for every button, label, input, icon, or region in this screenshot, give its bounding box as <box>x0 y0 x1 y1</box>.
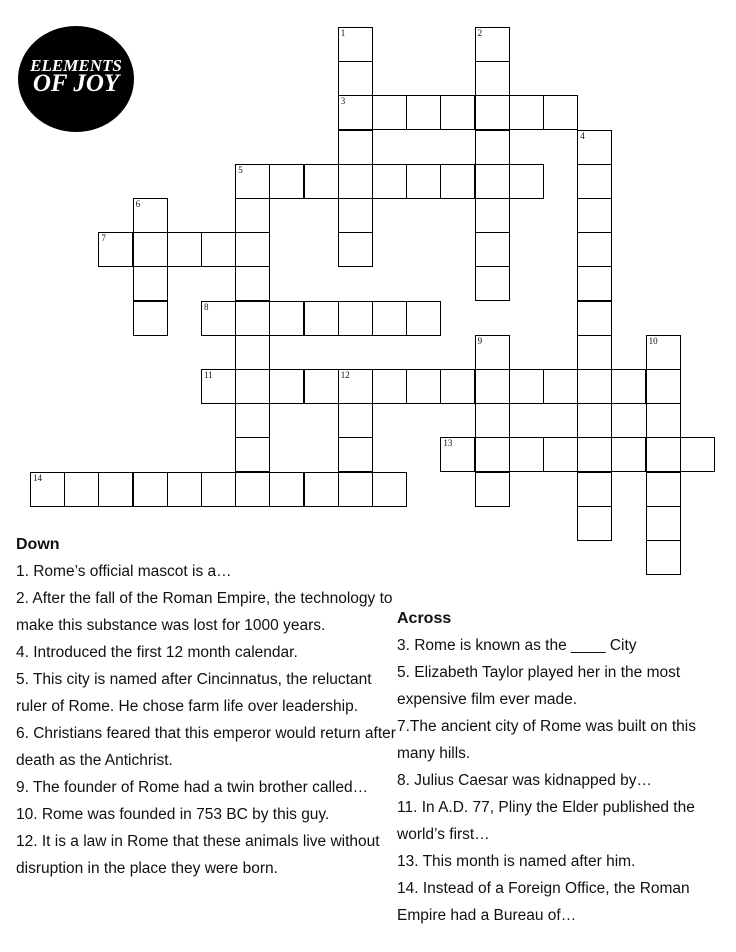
grid-cell[interactable] <box>235 403 270 438</box>
grid-cell[interactable] <box>304 472 339 507</box>
grid-cell[interactable] <box>543 437 578 472</box>
grid-cell[interactable] <box>440 437 475 472</box>
grid-cell[interactable] <box>646 403 681 438</box>
grid-cell[interactable] <box>475 27 510 62</box>
clue-across-7: 7.The ancient city of Rome was built on this many hills. <box>397 718 696 762</box>
grid-cell[interactable] <box>509 369 544 404</box>
clue-down-10: 10. Rome was founded in 753 BC by this guy. <box>16 806 330 823</box>
grid-cell[interactable] <box>338 61 373 96</box>
grid-cell[interactable] <box>338 232 373 267</box>
grid-cell[interactable] <box>475 369 510 404</box>
grid-cell[interactable] <box>475 95 510 130</box>
grid-cell[interactable] <box>201 301 236 336</box>
grid-cell[interactable] <box>133 301 168 336</box>
grid-cell[interactable] <box>30 472 65 507</box>
clue-number: 4 <box>580 130 585 141</box>
grid-cell[interactable] <box>577 232 612 267</box>
clue-number: 9 <box>477 335 483 346</box>
grid-cell[interactable] <box>338 198 373 233</box>
grid-cell[interactable] <box>133 266 168 301</box>
grid-cell[interactable] <box>338 164 373 199</box>
grid-cell[interactable] <box>577 437 612 472</box>
grid-cell[interactable] <box>475 437 510 472</box>
across-heading: Across <box>397 610 452 627</box>
clue-across-3: 3. Rome is known as the ____ City <box>397 637 637 654</box>
grid-cell[interactable] <box>269 164 304 199</box>
across-clues <box>397 605 727 929</box>
grid-cell[interactable] <box>338 301 373 336</box>
grid-cell[interactable] <box>201 369 236 404</box>
grid-cell[interactable] <box>338 403 373 438</box>
grid-cell[interactable] <box>509 437 544 472</box>
grid-cell[interactable] <box>475 232 510 267</box>
grid-cell[interactable] <box>269 369 304 404</box>
grid-cell[interactable] <box>475 198 510 233</box>
grid-cell[interactable] <box>235 301 270 336</box>
clue-number: 6 <box>135 199 141 209</box>
grid-cell[interactable] <box>406 301 441 336</box>
grid-cell[interactable] <box>372 472 407 507</box>
grid-cell[interactable] <box>235 164 270 199</box>
grid-cell[interactable] <box>475 472 510 507</box>
clue-number: 3 <box>340 96 346 107</box>
clue-down-12: 12. It is a law in Rome that these animals live without disruption in the place they were born. <box>16 833 380 877</box>
grid-cell[interactable] <box>167 472 202 507</box>
grid-cell[interactable] <box>235 369 270 404</box>
grid-cell[interactable] <box>646 540 681 575</box>
grid-cell[interactable] <box>235 198 270 233</box>
grid-cell[interactable] <box>577 130 612 165</box>
grid-cell[interactable] <box>646 472 681 507</box>
grid-cell[interactable] <box>509 164 544 199</box>
grid-cell[interactable] <box>577 403 612 438</box>
grid-cell[interactable] <box>475 335 510 370</box>
clue-number: 11 <box>204 370 213 380</box>
logo-line-2: OF JOY <box>32 70 120 97</box>
grid-cell[interactable] <box>338 95 373 130</box>
grid-cell[interactable] <box>646 369 681 404</box>
clue-across-14: 14. Instead of a Foreign Office, the Roman Empire had a Bureau of… <box>397 880 690 924</box>
grid-cell[interactable] <box>133 232 168 267</box>
clue-number: 7 <box>101 233 106 244</box>
grid-cell[interactable] <box>167 232 202 267</box>
down-clues <box>16 531 396 882</box>
grid-cell[interactable] <box>440 95 475 130</box>
grid-cell[interactable] <box>98 232 133 267</box>
grid-cell[interactable] <box>440 369 475 404</box>
clue-down-2: 2. After the fall of the Roman Empire, the technology to make this substance was lost for 1000 years. <box>16 590 393 634</box>
grid-cell[interactable] <box>372 369 407 404</box>
grid-cell[interactable] <box>338 27 373 62</box>
clue-number: 5 <box>238 164 243 175</box>
grid-cell[interactable] <box>98 472 133 507</box>
grid-cell[interactable] <box>646 335 681 370</box>
grid-cell[interactable] <box>269 472 304 507</box>
grid-cell[interactable] <box>646 506 681 541</box>
grid-cell[interactable] <box>338 472 373 507</box>
clue-across-11: 11. In A.D. 77, Pliny the Elder published the world’s first… <box>397 799 695 843</box>
clue-across-5: 5. Elizabeth Taylor played her in the most expensive film ever made. <box>397 664 681 708</box>
grid-cell[interactable] <box>304 301 339 336</box>
grid-cell[interactable] <box>577 472 612 507</box>
grid-cell[interactable] <box>577 164 612 199</box>
grid-cell[interactable] <box>611 437 646 472</box>
clue-across-13: 13. This month is named after him. <box>397 853 636 870</box>
clue-number: 10 <box>648 335 658 346</box>
grid-cell[interactable] <box>338 369 373 404</box>
clue-number: 12 <box>340 370 350 380</box>
clue-across-8: 8. Julius Caesar was kidnapped by… <box>397 772 653 789</box>
grid-cell[interactable] <box>372 301 407 336</box>
grid-cell[interactable] <box>543 95 578 130</box>
grid-cell[interactable] <box>611 369 646 404</box>
grid-cell[interactable] <box>338 130 373 165</box>
grid-cell[interactable] <box>577 266 612 301</box>
grid-cell[interactable] <box>406 369 441 404</box>
grid-cell[interactable] <box>133 472 168 507</box>
grid-cell[interactable] <box>475 403 510 438</box>
clue-down-1: 1. Rome’s official mascot is a… <box>16 563 232 580</box>
grid-cell[interactable] <box>133 198 168 233</box>
grid-cell[interactable] <box>646 437 681 472</box>
grid-cell[interactable] <box>577 369 612 404</box>
grid-cell[interactable] <box>64 472 99 507</box>
grid-cell[interactable] <box>269 301 304 336</box>
grid-cell[interactable] <box>680 437 715 472</box>
grid-cell[interactable] <box>235 335 270 370</box>
clue-down-9: 9. The founder of Rome had a twin brother called… <box>16 779 369 796</box>
logo-line-1: ELEMENTS <box>30 56 122 75</box>
grid-cell[interactable] <box>406 95 441 130</box>
clue-down-4: 4. Introduced the first 12 month calendar. <box>16 644 298 661</box>
grid-cell[interactable] <box>304 164 339 199</box>
clue-number: 13 <box>443 438 453 449</box>
clue-number: 8 <box>204 301 209 312</box>
grid-cell[interactable] <box>338 437 373 472</box>
grid-cell[interactable] <box>475 164 510 199</box>
grid-cell[interactable] <box>577 301 612 336</box>
grid-cell[interactable] <box>406 164 441 199</box>
grid-cell[interactable] <box>235 232 270 267</box>
clue-down-5: 5. This city is named after Cincinnatus, the reluctant ruler of Rome. He chose farm life over leadership. <box>16 671 372 715</box>
grid-cell[interactable] <box>577 506 612 541</box>
grid-cell[interactable] <box>235 266 270 301</box>
grid-cell[interactable] <box>475 130 510 165</box>
clue-down-6: 6. Christians feared that this emperor would return after death as the Antichrist. <box>16 725 396 769</box>
grid-cell[interactable] <box>235 437 270 472</box>
clue-number: 1 <box>340 28 346 38</box>
down-heading: Down <box>16 536 60 553</box>
grid-cell[interactable] <box>475 61 510 96</box>
clue-number: 14 <box>33 472 42 483</box>
grid-cell[interactable] <box>201 472 236 507</box>
grid-cell[interactable] <box>475 266 510 301</box>
clue-number: 2 <box>477 28 483 38</box>
grid-cell[interactable] <box>543 369 578 404</box>
grid-cell[interactable] <box>509 95 544 130</box>
grid-cell[interactable] <box>201 232 236 267</box>
grid-cell[interactable] <box>372 95 407 130</box>
grid-cell[interactable] <box>577 335 612 370</box>
grid-cell[interactable] <box>577 198 612 233</box>
grid-cell[interactable] <box>372 164 407 199</box>
grid-cell[interactable] <box>304 369 339 404</box>
grid-cell[interactable] <box>440 164 475 199</box>
grid-cell[interactable] <box>235 472 270 507</box>
